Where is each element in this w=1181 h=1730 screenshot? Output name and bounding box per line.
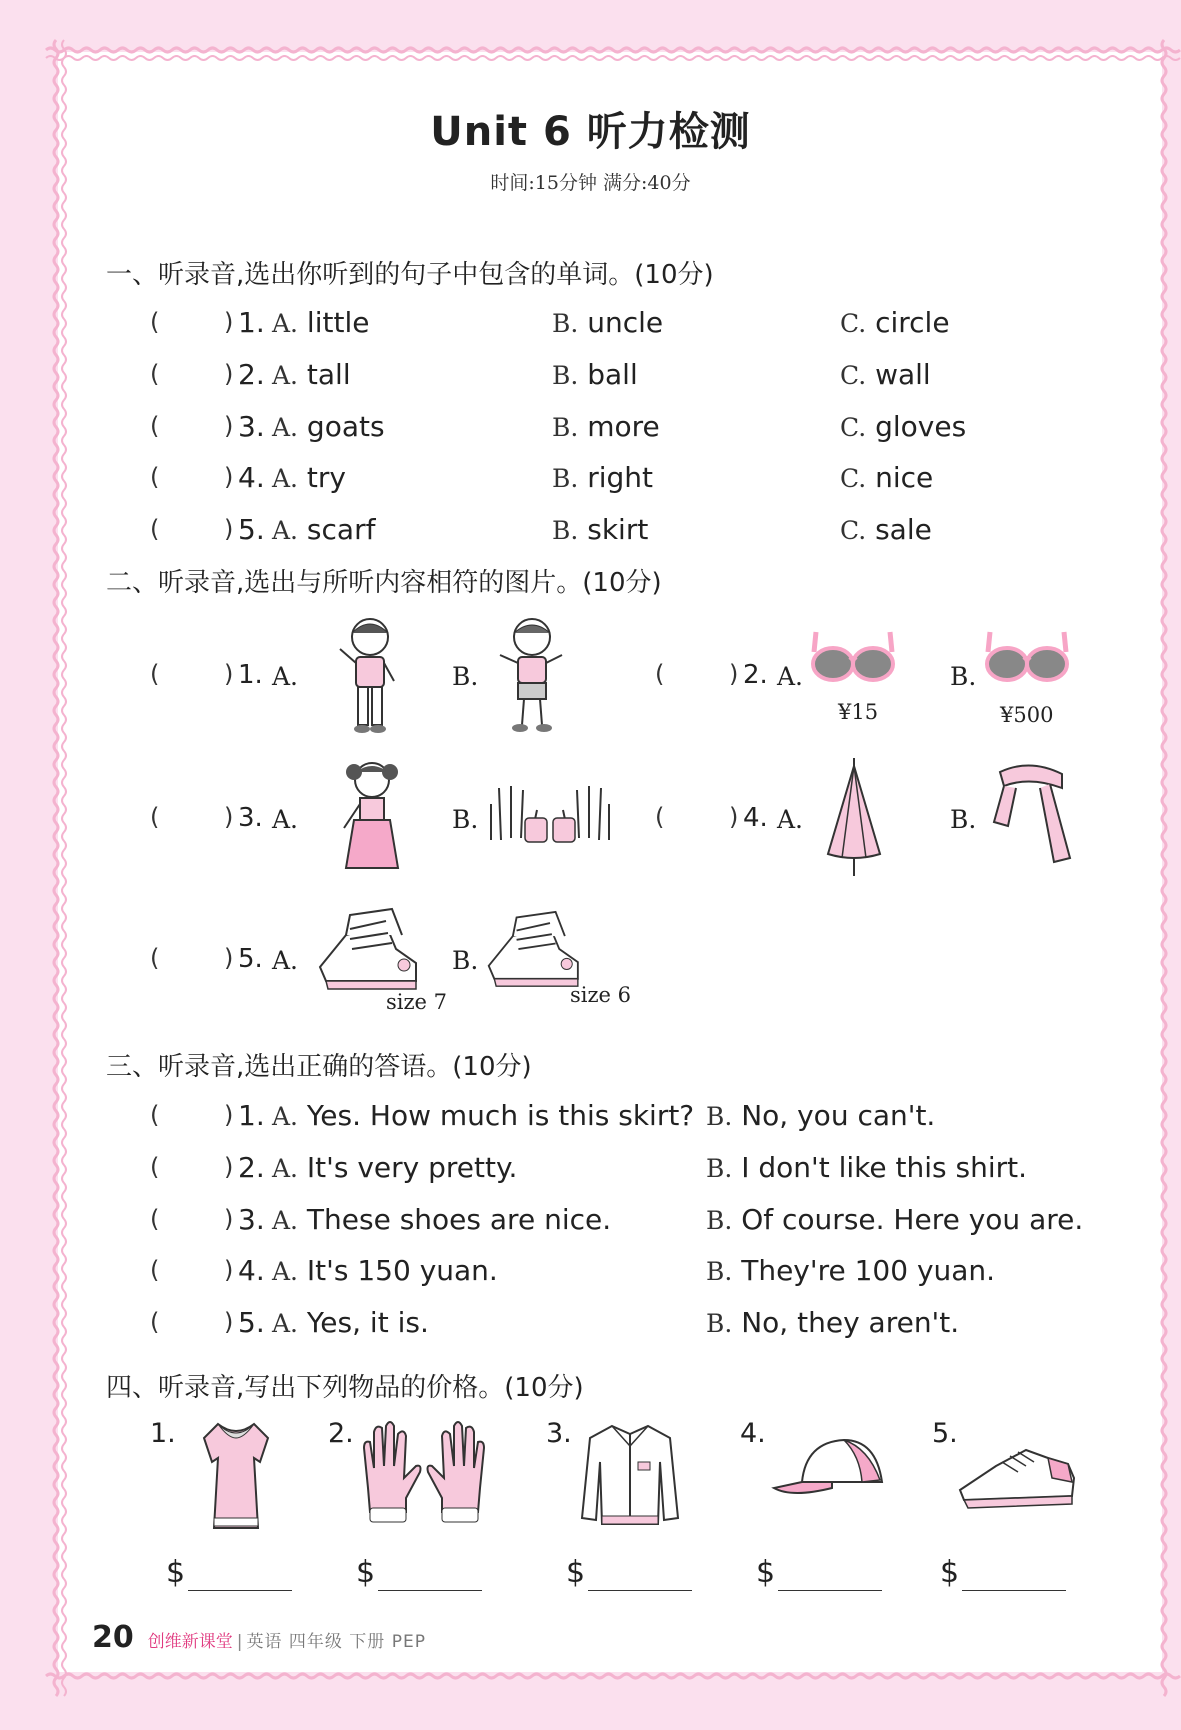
option-a[interactable] — [272, 410, 385, 443]
option-letter: B. — [552, 361, 579, 390]
option-letter: C. — [840, 464, 867, 493]
option-letter: B. — [706, 1102, 733, 1131]
option-c[interactable] — [840, 306, 950, 339]
option-sentence: It's 150 yuan. — [306, 1254, 498, 1287]
option-letter: C. — [840, 361, 867, 390]
option-word: scarf — [306, 513, 376, 546]
option-b-label: B. — [452, 805, 479, 834]
item-number: 5. — [932, 1418, 958, 1449]
option-a[interactable] — [272, 1203, 611, 1236]
option-word: try — [306, 461, 346, 494]
option-a-label: A. — [777, 805, 804, 834]
option-b[interactable] — [552, 513, 648, 546]
option-b[interactable] — [552, 306, 663, 339]
option-b-label: B. — [452, 662, 479, 691]
option-c[interactable] — [840, 410, 966, 443]
question-number: 1. — [238, 1099, 265, 1132]
close-paren: ) — [224, 803, 234, 831]
close-paren: ) — [729, 660, 739, 688]
boy-icon[interactable] — [330, 615, 410, 735]
currency-symbol: $ — [756, 1555, 776, 1590]
price-blank-4[interactable] — [778, 1560, 882, 1591]
option-letter: B. — [552, 309, 579, 338]
open-paren: ( — [150, 308, 160, 336]
option-letter: A. — [272, 1309, 299, 1338]
close-paren: ) — [224, 1153, 234, 1181]
question-number: 2. — [743, 660, 768, 690]
option-b-label: B. — [950, 662, 977, 691]
open-paren: ( — [150, 1101, 160, 1129]
question-number: 3. — [238, 1203, 265, 1236]
time-and-score: 时间:15分钟 满分:40分 — [490, 172, 691, 194]
option-letter: A. — [272, 1102, 299, 1131]
scarf-icon[interactable] — [990, 762, 1074, 868]
option-letter: B. — [552, 464, 579, 493]
question-number: 3. — [238, 803, 263, 833]
open-paren: ( — [150, 944, 160, 972]
option-sentence: They're 100 yuan. — [741, 1254, 996, 1287]
sneakers-icon[interactable] — [485, 908, 589, 992]
option-c[interactable] — [840, 513, 932, 546]
close-paren: ) — [224, 308, 234, 336]
option-a[interactable] — [272, 461, 346, 494]
page-footer — [92, 1620, 426, 1655]
option-letter: B. — [552, 516, 579, 545]
sneakers-icon[interactable] — [316, 905, 428, 995]
close-paren: ) — [224, 944, 234, 972]
option-word: skirt — [587, 513, 649, 546]
option-letter: A. — [272, 309, 299, 338]
option-letter: C. — [840, 413, 867, 442]
option-letter: A. — [272, 464, 299, 493]
option-sentence: Of course. Here you are. — [741, 1203, 1084, 1236]
open-paren: ( — [150, 1153, 160, 1181]
option-letter: B. — [706, 1257, 733, 1286]
option-a[interactable] — [272, 1099, 694, 1132]
option-word: little — [306, 306, 370, 339]
open-paren: ( — [150, 803, 160, 831]
option-letter: A. — [272, 1257, 299, 1286]
option-letter: A. — [272, 1154, 299, 1183]
option-letter: B. — [706, 1154, 733, 1183]
sunglasses-icon[interactable] — [810, 628, 896, 688]
option-word: more — [587, 410, 660, 443]
book-info: 英语 四年级 下册 PEP — [246, 1632, 426, 1652]
option-a-label: A. — [272, 662, 299, 691]
umbrella-icon[interactable] — [818, 758, 890, 876]
close-paren: ) — [224, 412, 234, 440]
option-word: wall — [875, 358, 931, 391]
page-title: Unit 6 听力检测 — [430, 109, 751, 155]
open-paren: ( — [150, 660, 160, 688]
open-paren: ( — [150, 1308, 160, 1336]
size-caption-b: size 6 — [570, 983, 632, 1007]
close-paren: ) — [224, 515, 234, 543]
option-word: goats — [306, 410, 385, 443]
jacket-icon — [578, 1418, 682, 1530]
item-number: 1. — [150, 1418, 176, 1449]
gloves-icon — [360, 1418, 488, 1528]
option-word: nice — [875, 461, 934, 494]
cap-icon — [772, 1436, 888, 1504]
question-number: 2. — [238, 1151, 265, 1184]
close-paren: ) — [224, 463, 234, 491]
option-letter: C. — [840, 309, 867, 338]
section-3-heading: 三、听录音,选出正确的答语。(10分) — [106, 1052, 532, 1082]
option-sentence: Yes, it is. — [306, 1306, 429, 1339]
question-number: 4. — [238, 461, 265, 494]
option-b[interactable] — [706, 1203, 1083, 1236]
open-paren: ( — [150, 515, 160, 543]
close-paren: ) — [224, 660, 234, 688]
close-paren: ) — [224, 360, 234, 388]
question-number: 4. — [743, 803, 768, 833]
option-word: uncle — [587, 306, 664, 339]
close-paren: ) — [224, 1308, 234, 1336]
option-b-label: B. — [452, 946, 479, 975]
option-sentence: These shoes are nice. — [306, 1203, 612, 1236]
open-paren: ( — [150, 463, 160, 491]
girl-skirt-icon[interactable] — [334, 758, 410, 876]
question-number: 5. — [238, 1306, 265, 1339]
question-number: 1. — [238, 306, 265, 339]
option-word: right — [587, 461, 654, 494]
option-b[interactable] — [552, 461, 653, 494]
price-blank-5[interactable] — [962, 1560, 1066, 1591]
option-b[interactable] — [706, 1306, 959, 1339]
option-a-label: A. — [272, 805, 299, 834]
currency-symbol: $ — [166, 1555, 186, 1590]
size-caption-a: size 7 — [386, 990, 448, 1014]
option-a-label: A. — [777, 662, 804, 691]
option-sentence: It's very pretty. — [306, 1151, 518, 1184]
close-paren: ) — [224, 1205, 234, 1233]
open-paren: ( — [150, 360, 160, 388]
brand-name: 创维新课堂 — [147, 1632, 233, 1652]
item-number: 2. — [328, 1418, 354, 1449]
option-word: circle — [875, 306, 950, 339]
option-word: sale — [875, 513, 932, 546]
footer-separator: | — [236, 1632, 243, 1652]
option-b[interactable] — [706, 1151, 1027, 1184]
option-letter: B. — [552, 413, 579, 442]
option-b[interactable] — [552, 358, 638, 391]
open-paren: ( — [150, 1205, 160, 1233]
option-sentence: No, you can't. — [741, 1099, 936, 1132]
section-1-heading: 一、听录音,选出你听到的句子中包含的单词。(10分) — [106, 260, 714, 290]
gloves-icon[interactable] — [485, 780, 615, 852]
option-c[interactable] — [840, 461, 933, 494]
option-letter: A. — [272, 516, 299, 545]
question-number: 2. — [238, 358, 265, 391]
option-a[interactable] — [272, 1306, 429, 1339]
option-word: ball — [587, 358, 638, 391]
option-a[interactable] — [272, 306, 369, 339]
currency-symbol: $ — [566, 1555, 586, 1590]
open-paren: ( — [150, 412, 160, 440]
option-b-label: B. — [950, 805, 977, 834]
question-number: 5. — [238, 944, 263, 974]
price-caption-a: ¥15 — [838, 700, 879, 724]
option-a-label: A. — [272, 946, 299, 975]
question-number: 3. — [238, 410, 265, 443]
section-2-heading: 二、听录音,选出与所听内容相符的图片。(10分) — [106, 568, 662, 598]
option-letter: B. — [706, 1206, 733, 1235]
question-number: 4. — [238, 1254, 265, 1287]
currency-symbol: $ — [356, 1555, 376, 1590]
option-b[interactable] — [706, 1254, 995, 1287]
dress-icon — [198, 1418, 274, 1536]
option-word: gloves — [875, 410, 967, 443]
close-paren: ) — [729, 803, 739, 831]
option-a[interactable] — [272, 1254, 498, 1287]
option-letter: A. — [272, 361, 299, 390]
option-c[interactable] — [840, 358, 931, 391]
item-number: 3. — [546, 1418, 572, 1449]
boy-shorts-icon[interactable] — [492, 615, 572, 735]
option-sentence: No, they aren't. — [741, 1306, 960, 1339]
option-b[interactable] — [552, 410, 660, 443]
option-a[interactable] — [272, 1151, 517, 1184]
sneaker-icon — [956, 1438, 1078, 1514]
open-paren: ( — [655, 803, 665, 831]
option-a[interactable] — [272, 513, 375, 546]
item-number: 4. — [740, 1418, 766, 1449]
open-paren: ( — [150, 1256, 160, 1284]
option-a[interactable] — [272, 358, 351, 391]
option-word: tall — [306, 358, 351, 391]
sunglasses-icon[interactable] — [984, 628, 1070, 688]
option-sentence: I don't like this shirt. — [741, 1151, 1028, 1184]
section-4-heading: 四、听录音,写出下列物品的价格。(10分) — [106, 1373, 584, 1403]
question-number: 1. — [238, 660, 263, 690]
price-caption-b: ¥500 — [1000, 703, 1054, 727]
close-paren: ) — [224, 1256, 234, 1284]
option-letter: C. — [840, 516, 867, 545]
open-paren: ( — [655, 660, 665, 688]
option-b[interactable] — [706, 1099, 935, 1132]
currency-symbol: $ — [940, 1555, 960, 1590]
option-sentence: Yes. How much is this skirt? — [306, 1099, 695, 1132]
question-number: 5. — [238, 513, 265, 546]
page-number: 20 — [92, 1620, 134, 1655]
price-blank-3[interactable] — [588, 1560, 692, 1591]
option-letter: A. — [272, 1206, 299, 1235]
close-paren: ) — [224, 1101, 234, 1129]
price-blank-1[interactable] — [188, 1560, 292, 1591]
option-letter: A. — [272, 413, 299, 442]
price-blank-2[interactable] — [378, 1560, 482, 1591]
option-letter: B. — [706, 1309, 733, 1338]
